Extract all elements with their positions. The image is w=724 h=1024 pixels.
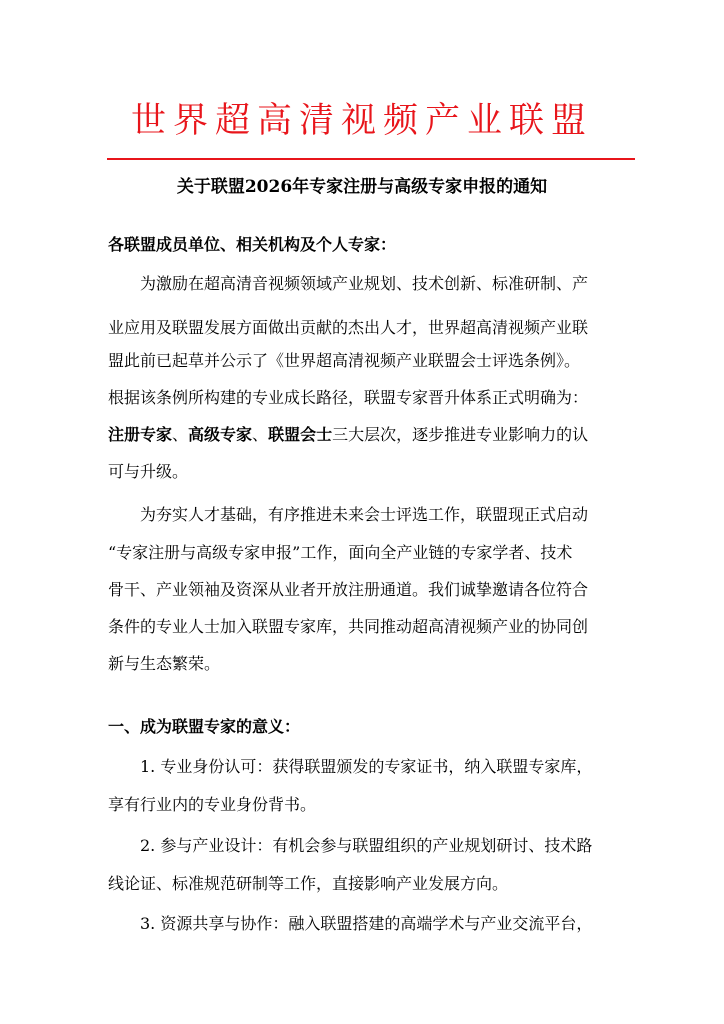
- paragraph1-line2: 业应用及联盟发展方面做出贡献的杰出人才，世界超高清视频产业联: [108, 318, 589, 337]
- notice-title: 关于联盟2026年专家注册与高级专家申报的通知: [176, 177, 548, 197]
- level-registered-expert: 注册专家: [108, 425, 173, 444]
- separator: 、: [172, 425, 189, 444]
- list-item-2-line2: 线论证、标准规范研制等工作，直接影响产业发展方向。: [108, 874, 509, 893]
- paragraph1-line4: 根据该条例所构建的专业成长路径，联盟专家晋升体系正式明确为：: [108, 388, 589, 407]
- paragraph1-line5-rest: 三大层次，逐步推进专业影响力的认: [332, 425, 589, 444]
- header-divider: [107, 158, 635, 160]
- paragraph2-line5: 新与生态繁荣。: [108, 654, 221, 673]
- salutation: 各联盟成员单位、相关机构及个人专家：: [108, 235, 397, 254]
- list-item-1-line1: 1. 专业身份认可：获得联盟颁发的专家证书，纳入联盟专家库，: [140, 757, 593, 776]
- paragraph1-line3: 盟此前已起草并公示了《世界超高清视频产业联盟会士评选条例》。: [108, 351, 581, 370]
- paragraph2-line2: “专家注册与高级专家申报”工作，面向全产业链的专家学者、技术: [108, 543, 573, 562]
- separator: 、: [252, 425, 269, 444]
- paragraph2-line4: 条件的专业人士加入联盟专家库，共同推动超高清视频产业的协同创: [108, 617, 589, 636]
- paragraph1-line6: 可与升级。: [108, 462, 189, 481]
- list-item-3-line1: 3. 资源共享与协作：融入联盟搭建的高端学术与产业交流平台，: [140, 914, 593, 933]
- section-heading: 一、成为联盟专家的意义：: [108, 717, 301, 736]
- org-header-title: 世界超高清视频产业联盟: [130, 101, 593, 141]
- paragraph1-line5: [108, 425, 588, 445]
- paragraph1-line1: 为激励在超高清音视频领域产业规划、技术创新、标准研制、产: [140, 274, 589, 293]
- list-item-2-line1: 2. 参与产业设计：有机会参与联盟组织的产业规划研讨、技术路: [140, 836, 593, 855]
- level-alliance-fellow: 联盟会士: [268, 425, 333, 444]
- paragraph2-line1: 为夯实人才基础，有序推进未来会士评选工作，联盟现正式启动: [140, 505, 589, 524]
- paragraph2-line3: 骨干、产业领袖及资深从业者开放注册通道。我们诚挚邀请各位符合: [108, 580, 589, 599]
- level-senior-expert: 高级专家: [188, 425, 253, 444]
- list-item-1-line2: 享有行业内的专业身份背书。: [108, 795, 317, 814]
